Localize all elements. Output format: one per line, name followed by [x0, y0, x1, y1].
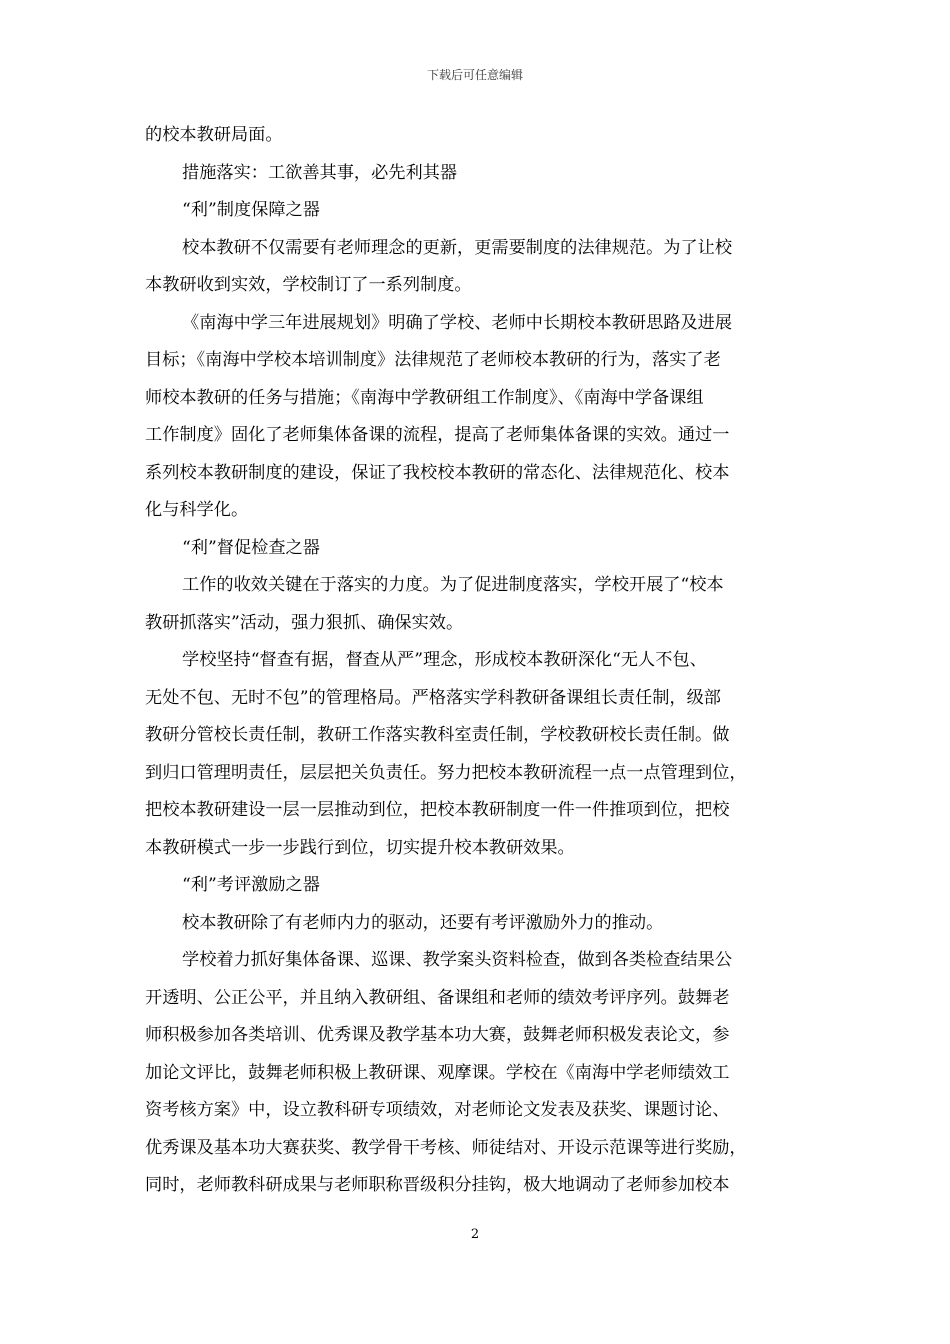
- text-line: 师校本教研的任务与措施；《南海中学教研组工作制度》、《南海中学备课组: [145, 387, 704, 408]
- page-number: 2: [470, 1227, 480, 1242]
- text-line: 同时，老师教科研成果与老师职称晋级积分挂钩，极大地调动了老师参加校本: [145, 1175, 730, 1195]
- text-line: 加论文评比，鼓舞老师积极上教研课、观摩课。学校在《南海中学老师绩效工: [145, 1062, 730, 1083]
- text-line: 资考核方案》中，设立教科研专项绩效，对老师论文发表及获奖、课题讨论、: [145, 1100, 730, 1120]
- text-line: 系列校本教研制度的建设，保证了我校校本教研的常态化、法律规范化、校本: [145, 462, 730, 483]
- text-line: 措施落实：工欲善其事，必先利其器: [182, 162, 458, 183]
- text-line: 校本教研除了有老师内力的驱动，还要有考评激励外力的推动。: [182, 912, 664, 933]
- text-line: “利”考评激励之器: [182, 875, 320, 895]
- text-line: 把校本教研建设一层一层推动到位，把校本教研制度一件一件推项到位，把校: [145, 800, 730, 820]
- text-line: “利”制度保障之器: [182, 200, 320, 220]
- text-line: 学校坚持“督查有据，督查从严”理念，形成校本教研深化“无人不包、: [182, 650, 707, 670]
- text-line: “利”督促检查之器: [182, 537, 320, 558]
- text-line: 工作的收效关键在于落实的力度。为了促进制度落实，学校开展了“校本: [182, 575, 724, 595]
- text-line: 学校着力抓好集体备课、巡课、教学案头资料检查，做到各类检查结果公: [182, 950, 733, 970]
- text-line: 本教研收到实效，学校制订了一系列制度。: [145, 275, 472, 295]
- text-line: 的校本教研局面。: [145, 125, 283, 145]
- document-body: [145, 117, 807, 1205]
- text-line: 教研抓落实”活动，强力狠抓、确保实效。: [145, 612, 464, 633]
- text-line: 目标；《南海中学校本培训制度》法律规范了老师校本教研的行为，落实了老: [145, 350, 721, 370]
- text-line: 无处不包、无时不包”的管理格局。严格落实学科教研备课组长责任制，级部: [145, 687, 721, 708]
- text-line: 教研分管校长责任制，教研工作落实教科室责任制，学校教研校长责任制。做: [145, 725, 730, 745]
- text-line: 工作制度》固化了老师集体备课的流程，提高了老师集体备课的实效。通过一: [145, 425, 730, 445]
- text-line: 开透明、公正公平，并且纳入教研组、备课组和老师的绩效考评序列。鼓舞老: [145, 987, 730, 1008]
- text-line: 《南海中学三年进展规划》明确了学校、老师中长期校本教研思路及进展: [182, 312, 733, 333]
- text-line: 到归口管理明责任，层层把关负责任。努力把校本教研流程一点一点管理到位，: [145, 762, 747, 783]
- page-header: 下载后可任意编辑: [426, 68, 523, 82]
- text-line: 化与科学化。: [145, 500, 249, 520]
- text-line: 师积极参加各类培训、优秀课及教学基本功大赛，鼓舞老师积极发表论文，参: [145, 1025, 730, 1045]
- text-line: 优秀课及基本功大赛获奖、教学骨干考核、师徒结对、开设示范课等进行奖励，: [145, 1137, 747, 1158]
- text-line: 校本教研不仅需要有老师理念的更新，更需要制度的法律规范。为了让校: [182, 237, 733, 258]
- text-line: 本教研模式一步一步践行到位，切实提升校本教研效果。: [145, 837, 575, 858]
